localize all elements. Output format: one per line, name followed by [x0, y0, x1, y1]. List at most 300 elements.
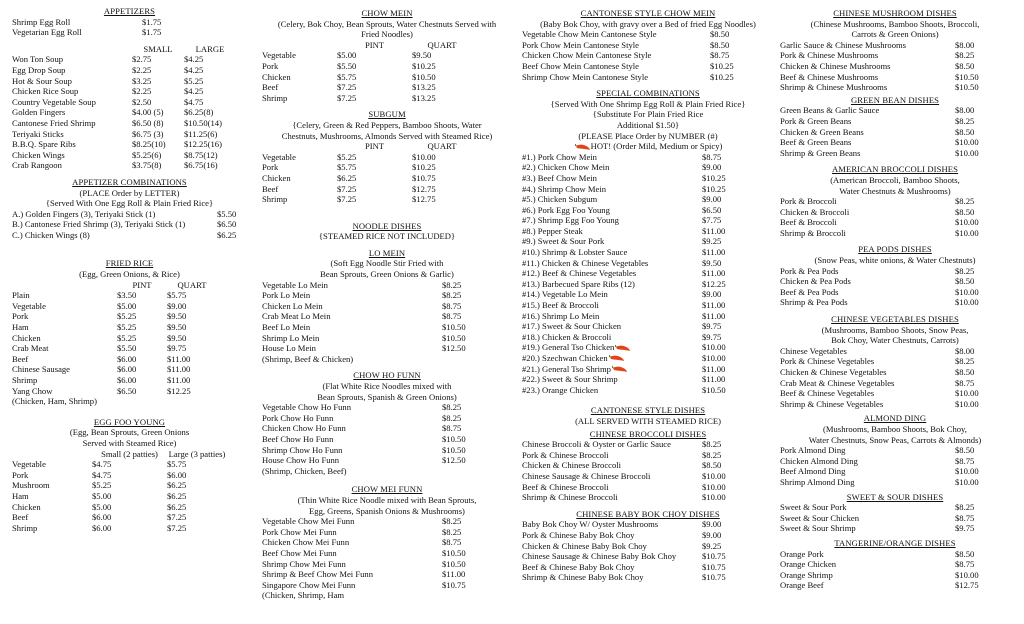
menu-item — [12, 396, 247, 407]
menu-item — [780, 346, 1010, 357]
column-header — [262, 141, 337, 152]
item-name: B.) Cantonese Fried Shrimp (3), Teriyaki Stick (1) — [12, 219, 186, 230]
item-name: Chicken Chow Mein Cantonese Style — [522, 50, 652, 61]
item-price: $10.00 — [955, 476, 979, 487]
item-name: Beef & Chinese Vegetables — [780, 388, 875, 399]
item-price: $6.00 — [117, 353, 137, 364]
section-note: (Mushrooms, Bamboo Shoots, Snow Peas, — [821, 324, 969, 335]
menu-item — [262, 173, 512, 184]
item-price: $7.25 — [337, 194, 357, 205]
menu-item — [522, 162, 774, 173]
column-header — [12, 44, 132, 55]
menu-item — [780, 72, 1010, 83]
menu-item — [522, 562, 774, 573]
item-price: $10.50 — [442, 332, 466, 343]
item-name: Crab Meat — [12, 343, 49, 354]
section-note: Served with Steamed Rice) — [82, 437, 177, 448]
menu-item — [780, 356, 1010, 367]
item-price: $13.25 — [412, 82, 436, 93]
item-price: $11.00 — [167, 364, 191, 375]
menu-item — [522, 439, 774, 450]
menu-item — [780, 228, 1010, 239]
item-price: $8.25 — [702, 449, 722, 460]
menu-item — [780, 217, 1010, 228]
menu-item — [522, 215, 774, 226]
item-price: $10.75 — [702, 572, 726, 583]
item-name: Shrimp & Beef Chow Mei Funn — [262, 569, 374, 580]
menu-section-col1-1 — [12, 44, 247, 171]
section-note: Carrots & Green Onions) — [851, 29, 939, 40]
section-note: Bean Sprouts, Green Onions & Garlic) — [320, 269, 454, 280]
item-price: $5.25 — [92, 480, 112, 491]
section-note: Water Chestnuts & Mushrooms) — [839, 185, 951, 196]
menu-item — [262, 311, 512, 322]
item-name: Shrimp Chow Mein Cantonese Style — [522, 71, 649, 82]
section-title: CANTONESE STYLE DISHES — [590, 405, 706, 416]
menu-item — [522, 289, 774, 300]
item-price: $6.50 (8) — [132, 117, 164, 128]
item-name: #4.) Shrimp Chow Mein — [522, 183, 607, 194]
item-price: $6.50 — [702, 204, 722, 215]
item-name: Vegetable — [262, 50, 296, 61]
section-title: CHINESE BROCCOLI DISHES — [589, 428, 707, 439]
item-price: $8.25 — [955, 50, 975, 61]
menu-item — [522, 194, 774, 205]
item-price: $9.00 — [167, 300, 187, 311]
section-note: {Served With One Shrimp Egg Roll & Plain Fried Rice} — [550, 98, 746, 109]
menu-item — [262, 162, 512, 173]
item-price: $8.75 — [442, 537, 462, 548]
item-price: $10.25 — [702, 183, 726, 194]
item-name: Beef Chow Mei Funn — [262, 547, 337, 558]
item-price: $8.25 — [955, 502, 975, 513]
item-name: Pork — [12, 311, 29, 322]
item-name: Chicken & Chinese Broccoli — [522, 460, 622, 471]
item-price: $10.50 — [442, 547, 466, 558]
item-name: Chinese Broccoli & Oyster or Garlic Sauce — [522, 439, 671, 450]
item-name: Pork Chow Mei Funn — [262, 526, 337, 537]
item-price: $6.00 — [117, 375, 137, 385]
menu-item — [12, 219, 247, 230]
item-name: Vegetable Chow Ho Funn — [262, 402, 352, 413]
item-name: #8.) Pepper Steak — [522, 225, 583, 236]
menu-item — [780, 388, 1010, 399]
section-title: ALMOND DING — [863, 413, 927, 424]
item-price: $10.50 — [442, 444, 466, 455]
item-price: $8.25 — [442, 412, 462, 423]
menu-section-noodle-dishes — [262, 221, 512, 242]
item-name: Golden Fingers — [12, 107, 66, 118]
menu-item — [780, 477, 1010, 488]
item-price: $10.00 — [955, 466, 979, 477]
item-price: $8.50 — [710, 39, 730, 50]
column-header-row — [12, 449, 247, 460]
section-title: FRIED RICE — [105, 258, 154, 269]
item-name: Ham — [12, 322, 29, 333]
item-price: $5.00 — [92, 501, 112, 512]
menu-item — [522, 152, 774, 163]
menu-section-chow-ho-funn — [262, 370, 512, 476]
menu-item — [780, 570, 1010, 581]
menu-item — [262, 434, 512, 445]
item-price: $9.75 — [702, 321, 722, 332]
item-price: $6.25 — [217, 229, 237, 240]
menu-item — [522, 40, 774, 51]
item-price: $6.00 — [92, 512, 112, 523]
menu-item — [522, 364, 774, 375]
item-name: Orange Pork — [780, 548, 824, 559]
item-price: $8.75 — [442, 300, 462, 311]
section-note: (Celery, Bok Choy, Bean Sprouts, Water Chestnuts Served with — [277, 18, 497, 29]
menu-section-special-combinations — [522, 88, 774, 395]
menu-section-subgum — [262, 109, 512, 204]
item-name: Vegetarian Egg Roll — [12, 27, 82, 38]
item-name: Won Ton Soup — [12, 54, 64, 65]
item-price: $1.75 — [142, 16, 162, 27]
menu-item — [12, 76, 247, 87]
menu-item — [262, 72, 512, 83]
item-price: $10.00 — [955, 147, 979, 158]
menu-item — [262, 280, 512, 291]
menu-item — [522, 492, 774, 503]
item-price: $5.25 — [184, 75, 204, 86]
section-note: Fried Noodles) — [361, 29, 413, 40]
item-price: $12.75 — [412, 194, 436, 205]
menu-item — [522, 471, 774, 482]
column-header-row — [262, 40, 512, 51]
item-name: Pork & Chinese Broccoli — [522, 449, 609, 460]
item-price: $1.75 — [142, 27, 162, 38]
item-price: $9.50 — [167, 332, 187, 343]
column-header: PINT — [132, 279, 152, 290]
item-price: $8.75 — [710, 50, 730, 61]
item-price: $11.00 — [702, 300, 726, 311]
item-name: #21.) General Tso Shrimp — [522, 363, 611, 374]
section-note: Additional $1.50} — [616, 119, 680, 130]
item-name: Chinese Sausage — [12, 364, 70, 375]
item-price: $9.00 — [702, 194, 722, 205]
item-price: $12.25(16) — [184, 139, 222, 150]
menu-item — [262, 413, 512, 424]
item-price: $8.75(12) — [184, 149, 218, 160]
item-price: $6.00 — [167, 469, 187, 480]
menu-item — [780, 367, 1010, 378]
menu-item — [522, 226, 774, 237]
item-price: $11.00 — [702, 268, 726, 279]
item-price: $8.50 — [955, 60, 975, 71]
item-name: Pork & Chinese Vegetables — [780, 356, 875, 367]
item-price: $9.50 — [702, 257, 722, 268]
menu-item — [12, 354, 247, 365]
menu-section-appetizer-combinations — [12, 177, 247, 241]
section-note: Chestnuts, Mushrooms, Almonds Served with Steamed Rice) — [281, 130, 493, 141]
item-price: $2.25 — [132, 86, 152, 97]
item-name: #6.) Pork Egg Foo Young — [522, 204, 610, 215]
menu-item — [12, 502, 247, 513]
column-header — [12, 280, 117, 291]
item-price: $5.00 — [117, 300, 137, 311]
item-name: Beef & Chinese Broccoli — [522, 481, 609, 492]
menu-item — [780, 513, 1010, 524]
item-name: Shrimp Egg Roll — [12, 16, 71, 27]
menu-item — [780, 61, 1010, 72]
item-price: $9.75 — [167, 343, 187, 354]
item-name: Beef — [12, 353, 29, 364]
menu-item — [780, 276, 1010, 287]
item-name: #14.) Vegetable Lo Mein — [522, 289, 608, 300]
item-name: Vegetable Lo Mein — [262, 279, 328, 290]
item-price: $10.25 — [412, 60, 436, 71]
item-name: Sweet & Sour Chicken — [780, 512, 860, 523]
menu-section-chinese-mushroom-dishes — [780, 8, 1010, 93]
section-note: (Egg, Green Onions, & Rice) — [79, 269, 180, 280]
item-name: Garlic Sauce & Chinese Mushrooms — [780, 39, 907, 50]
item-price: $10.00 — [955, 217, 979, 228]
item-name: Ham — [12, 490, 29, 501]
menu-item — [12, 311, 247, 322]
item-price: $5.25 — [117, 322, 137, 333]
item-name: Shrimp & Green Beans — [780, 147, 861, 158]
item-name: Chicken & Broccoli — [780, 206, 850, 217]
menu-item — [262, 527, 512, 538]
menu-section-almond-ding — [780, 413, 1010, 487]
item-name: Chicken & Chinese Baby Bok Choy — [522, 540, 647, 551]
item-price: $10.25 — [412, 162, 436, 173]
item-price: $11.00 — [702, 310, 726, 321]
item-name: Pork — [262, 60, 279, 71]
column-header: LARGE — [195, 43, 225, 54]
menu-item — [262, 61, 512, 72]
item-name: Mushroom — [12, 480, 50, 491]
menu-item — [12, 459, 247, 470]
item-price: $12.75 — [412, 183, 436, 194]
item-price: $9.50 — [167, 311, 187, 322]
item-price: $11.00 — [702, 225, 726, 236]
section-note: Bok Choy, Water Chestnuts, Carrots) — [831, 335, 959, 346]
section-note: Egg, Greens, Spanish Onions & Mushrooms) — [309, 505, 465, 516]
section-note: (Snow Peas, white onions, & Water Chestnuts) — [814, 255, 976, 266]
item-price: $10.50 — [442, 433, 466, 444]
menu-item — [12, 17, 247, 28]
menu-item — [262, 194, 512, 205]
item-price: $10.50(14) — [184, 117, 222, 128]
menu-section-cantonese-style-dishes — [522, 405, 774, 426]
item-price: $4.00 (5) — [132, 107, 164, 118]
menu-item — [522, 279, 774, 290]
item-price: $8.50 — [702, 460, 722, 471]
item-price: $7.25 — [167, 512, 187, 523]
item-name: Green Beans & Garlic Sauce — [780, 105, 880, 116]
menu-item — [780, 549, 1010, 560]
menu-item — [780, 196, 1010, 207]
item-price: $9.75 — [955, 523, 975, 534]
menu-item — [12, 54, 247, 65]
item-price: $8.50 — [955, 445, 975, 456]
menu-item — [780, 580, 1010, 591]
section-title: CANTONESE STYLE CHOW MEIN — [580, 8, 716, 18]
item-name: #5.) Chicken Subgum — [522, 194, 598, 205]
item-price: $5.75 — [337, 71, 357, 82]
item-price: $5.25 — [337, 151, 357, 162]
menu-item — [12, 209, 247, 220]
item-name: Pork — [262, 162, 279, 173]
item-price: $12.75 — [955, 580, 979, 591]
item-price: $8.50 — [955, 276, 975, 287]
menu-item — [12, 86, 247, 97]
menu-item — [262, 466, 512, 477]
item-name: Pork & Pea Pods — [780, 265, 839, 276]
menu-item — [262, 301, 512, 312]
item-name: Plain — [12, 290, 30, 301]
item-price: $8.25 — [955, 115, 975, 126]
item-price: $7.25 — [167, 522, 187, 533]
menu-item — [522, 50, 774, 61]
menu-item — [780, 40, 1010, 51]
menu-item — [262, 537, 512, 548]
item-name: Yang Chow — [12, 385, 53, 396]
menu-item — [522, 184, 774, 195]
menu-section-lo-mein — [262, 248, 512, 365]
section-title: NOODLE DISHES — [352, 220, 422, 231]
menu-section-egg-foo-young — [12, 417, 247, 534]
section-title: GREEN BEAN DISHES — [850, 94, 940, 105]
item-name: Vegetable Chow Mein Cantonese Style — [522, 29, 657, 40]
item-name: #7.) Shrimp Egg Foo Young — [522, 215, 619, 226]
item-name: Shrimp — [262, 92, 288, 103]
item-price: $6.00 — [92, 522, 112, 533]
item-price: $10.50 — [955, 71, 979, 82]
menu-item — [12, 480, 247, 491]
item-price: $8.25 — [442, 290, 462, 301]
menu-item — [780, 466, 1010, 477]
section-note: Bean Sprouts, Spanish & Green Onions) — [317, 391, 457, 402]
menu-section-pea-pods-dishes — [780, 244, 1010, 308]
menu-item — [12, 523, 247, 534]
item-price: $8.25 — [702, 439, 722, 450]
menu-section-sweet-sour-dishes — [780, 492, 1010, 534]
item-price: $8.50 — [955, 367, 975, 377]
item-name: Chicken — [262, 172, 291, 183]
item-price: $10.00 — [702, 470, 726, 481]
section-title: CHINESE VEGETABLES DISHES — [831, 314, 959, 325]
item-price: $10.00 — [955, 297, 979, 308]
item-name: Shrimp & Chinese Mushrooms — [780, 82, 888, 93]
column-header-row — [12, 44, 247, 55]
item-price: $6.75(16) — [184, 160, 218, 171]
menu-item — [12, 107, 247, 118]
menu-item — [522, 530, 774, 541]
menu-item — [780, 82, 1010, 93]
section-title: APPETIZER COMBINATIONS — [72, 176, 187, 187]
item-price: $5.50 — [117, 343, 137, 354]
item-name: Vegetable Chow Mei Funn — [262, 516, 355, 527]
item-name: Chicken Chow Mei Funn — [262, 537, 350, 548]
menu-section-american-broccoli-dishes — [780, 164, 1010, 238]
section-title: CHINESE MUSHROOM DISHES — [833, 8, 957, 18]
item-name: C.) Chicken Wings (8) — [12, 229, 90, 240]
item-price: $5.50 — [217, 208, 237, 219]
item-name: Pork & Chinese Mushrooms — [780, 50, 879, 61]
item-price: $13.25 — [412, 92, 436, 103]
menu-item — [780, 50, 1010, 61]
item-price: $11.25(6) — [184, 128, 218, 139]
menu-item — [780, 266, 1010, 277]
menu-section-fried-rice — [12, 258, 247, 406]
menu-item — [12, 230, 247, 241]
item-price: $10.50 — [442, 558, 466, 569]
item-price — [442, 354, 482, 365]
section-title: SUBGUM — [368, 109, 406, 120]
item-price: $10.75 — [702, 561, 726, 572]
item-price: $3.25 — [132, 75, 152, 86]
chili-pepper-icon — [575, 143, 591, 151]
item-price: $8.75 — [702, 151, 722, 162]
item-name: #23.) Orange Chicken — [522, 384, 599, 395]
column-header-row — [262, 141, 512, 152]
item-name: Pork & Chinese Baby Bok Choy — [522, 529, 635, 540]
item-price: $3.50 — [117, 290, 137, 301]
item-name: Cantonese Fried Shrimp — [12, 117, 96, 128]
item-price: $8.75 — [442, 423, 462, 434]
item-price: $8.25 — [955, 265, 975, 276]
item-name: Beef Chow Mein Cantonese Style — [522, 60, 639, 71]
hot-item-name — [522, 342, 702, 353]
menu-section-green-bean-dishes — [780, 95, 1010, 159]
menu-item — [12, 118, 247, 129]
item-price: $8.75 — [955, 512, 975, 523]
item-name: Shrimp — [12, 522, 38, 533]
item-name: #11.) Chicken & Chinese Vegetables — [522, 257, 649, 268]
item-price: $10.50 — [412, 71, 436, 82]
section-note: (American Broccoli, Bamboo Shoots, — [830, 174, 960, 185]
item-name: Singapore Chow Mei Funn — [262, 579, 356, 590]
menu-section-chinese-broccoli-dishes — [522, 429, 774, 503]
item-name: #20.) Szechwan Chicken — [522, 353, 608, 363]
menu-item — [780, 287, 1010, 298]
item-name: Teriyaki Sticks — [12, 128, 64, 139]
section-title: CHOW MEIN — [361, 8, 413, 18]
menu-item — [522, 332, 774, 343]
item-price: $10.00 — [955, 286, 979, 297]
item-name: Chicken & Pea Pods — [780, 276, 851, 287]
item-name: #18.) Chicken & Broccoli — [522, 331, 612, 342]
menu-item — [522, 311, 774, 322]
hot-note-text: HOT! (Order Mild, Medium or Spicy) — [590, 141, 723, 152]
menu-section-chinese-baby-bok-choy-dishes — [522, 509, 774, 583]
item-name: Sweet & Sour Pork — [780, 502, 847, 513]
chili-pepper-icon — [609, 354, 625, 362]
item-price: $8.75 — [955, 455, 975, 466]
menu-item — [522, 300, 774, 311]
item-name: Chicken Wings — [12, 149, 65, 160]
menu-item — [262, 559, 512, 570]
item-name: #2.) Chicken Chow Mein — [522, 162, 610, 173]
item-price: $8.25 — [442, 402, 462, 413]
menu-item — [522, 236, 774, 247]
item-name: Beef Chow Ho Funn — [262, 433, 334, 444]
item-price: $6.75 (3) — [132, 128, 164, 139]
item-name: #15.) Beef & Broccoli — [522, 300, 599, 311]
item-price: $8.25 — [955, 196, 975, 207]
menu-item — [522, 519, 774, 530]
item-price: $8.25 — [955, 356, 975, 367]
item-name: Orange Chicken — [780, 559, 837, 570]
menu-column-2 — [262, 0, 512, 601]
item-name: Shrimp & Chinese Vegetables — [780, 398, 884, 409]
hot-item-name — [522, 353, 702, 364]
item-price: $7.25 — [337, 92, 357, 103]
menu-column-4 — [780, 0, 1010, 591]
